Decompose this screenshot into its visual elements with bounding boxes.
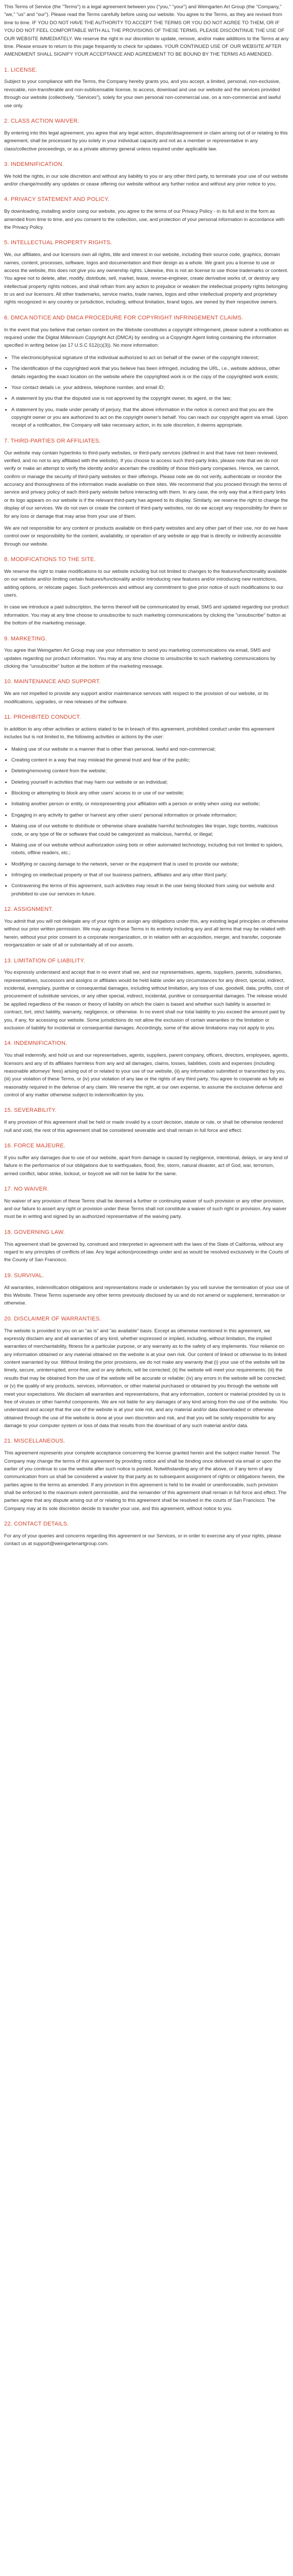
- section-paragraph: In case we introduce a paid subscription, the terms thereof will be communicated by email, SMS and updated regarding our product information. You may at any time choose to unsubscribe to such marketing communications by clicking the "unsubscribe" button at the bottom of the marketing message.: [4, 604, 289, 626]
- section: [4, 239, 289, 306]
- section-paragraph: We are not impelled to provide any support and/or maintenance services with respect to the provision of our website, or its modifications, upgrades, or new releases of the software.: [4, 691, 269, 705]
- section-heading: 7. THIRD-PARTIES OR AFFILIATES.: [4, 437, 101, 444]
- section-heading: 18. GOVERNING LAW.: [4, 1229, 65, 1235]
- section-paragraph: By entering into this legal agreement, you agree that any legal action, dispute/disagreement or claim arising out of or relating to this agreement, shall be processed by you solely in your individual capacity and not as a member or representative in any class/collective proceedings, or as a private attorney general unless required under applicable law.: [4, 130, 288, 152]
- bullet-item: • Deleting/removing content from the website;: [11, 767, 289, 775]
- intro-paragraph: This Terms of Service (the "Terms") is a legal agreement between you ("you," "your") and Weingarten Art Group (the "Company," "we," "us" and "our"). Please read the Terms carefully before using our website. You agree to the Terms, as they are revised from time to time. IF YOU DO NOT HAVE THE AUTHORITY TO ACCEPT THE TERMS OR YOU DO NOT AGREE TO THEM, OR IF YOU DO NOT FEEL COMFORTABLE WITH ALL THE PROVISIONS OF THESE TERMS, PLEASE DISCONTINUE THE USE OF OUR WEBSITE IMMEDIATELY. We reserve the right in our discretion to update, remove, and/or make additions to the Terms at any time. Please ensure to return to this page frequently to check for updates. YOUR CONTINUED USE OF OUR WEBSITE AFTER AMENDMENT SHALL SIGNIFY YOUR ACCEPTANCE AND AGREEMENT TO BE BOUND BY THE TERMS AS AMENDED.: [4, 4, 289, 58]
- section-heading: 13. LIMITATION OF LIABILITY.: [4, 957, 85, 964]
- section-heading: 17. NO WAIVER.: [4, 1185, 49, 1192]
- section-heading: 5. INTELLECTUAL PROPERTY RIGHTS.: [4, 240, 112, 246]
- section-heading: 20. DISCLAIMER OF WARRANTIES.: [4, 1315, 101, 1322]
- section-paragraph: Subject to your compliance with the Terms, the Company hereby grants you, and you accept, a limited, personal, non-exclusive, revocable, non-transferable and non-sublicensable license, to access, download and use our website and the services provided through our website (collectively, "Services"), solely for your own personal non-commercial use, on a non-commercial and lawful use only.: [4, 79, 281, 109]
- section-heading: 16. FORCE MAJEURE.: [4, 1142, 66, 1149]
- bullet-item: • Making use of our website without authorization using bots or other automated technology, including but not limited to spiders, robots, offline readers, etc.;: [11, 841, 289, 857]
- section-paragraph: If any provision of this agreement shall be held or made invalid by a court decision, statute or rule, or shall be otherwise rendered null and void, the rest of this agreement shall be considered severable and shall remain in full force and effect.: [4, 1120, 283, 1133]
- section: [4, 160, 289, 189]
- bullet-item: • The identification of the copyrighted work that you believe has been infringed, including the URL, i.e., website address, other details regarding the exact location on the website where the copyrighted work is or the copy of the copyrighted work exists;: [11, 365, 289, 381]
- section: [4, 1039, 289, 1099]
- section-heading: 4. PRIVACY STATEMENT AND POLICY.: [4, 196, 110, 203]
- section: [4, 117, 289, 153]
- bullet-item: • Infringing on intellectual property or that of our business partners, affiliates and any other third party;: [11, 871, 289, 879]
- bullet-item: • Contravening the terms of this agreement, such activities may result in the user being blocked from using our website and prohibited to use our services in future.: [11, 882, 289, 898]
- section: [4, 1520, 289, 1548]
- section-paragraph: This agreement represents your complete acceptance concerning the license granted herein and the subject matter hereof. The Company may change the terms of this agreement by providing notice and shall be binding once delivered via email or upon the earlier of you continue to use the website after such notice is posted. Notwithstanding any of the above, or if any term of any communication from us shall be considered a waiver by that party as to subsequent assignment of rights or obligations herein, the parties agree to the terms as amended. If any provision in this agreement is held to be invalid or unenforceable, such provision shall be enforced to the maximum extent permissible, and the remainder of this agreement shall remain in full force and effect. The parties agree that any dispute arising out of or relating to this agreement shall be resolved in the courts of San Francisco. The Company may at its sole discretion decide to transfer your use, and this agreement, without notice to you.: [4, 1450, 287, 1512]
- section: [4, 437, 289, 548]
- bullet-item: • A statement by you that the disputed use is not approved by the copyright owner, its agent, or the law;: [11, 395, 289, 402]
- bullet-list: [4, 745, 289, 899]
- section-paragraph: No waiver of any provision of these Terms shall be deemed a further or continuing waiver of such provision or any other provision, and our failure to assert any right or provision under these Terms shall not constitute a waiver of such right or provision. Any waiver must be in writing and signed by an authorized representative of the waiving party.: [4, 1198, 287, 1220]
- section-heading: 9. MARKETING.: [4, 635, 47, 642]
- section-paragraph: Our website may contain hyperlinks to third-party websites, or third-party services (defined in and that have not been reviewed, verified, and no not to any affiliated with the website). If you choose to access such third-party links, please note that we do not verify or make an attempt to verify the identity and/or ascertain the credibility of those third-party companies. Hence, we cannot, confirm or manage the security of third-party websites or their offerings. Please note we do not verify, authenticate or monitor the accuracy and thoroughness of the information made available on their sites. We recommend that you proceed through the terms of service and privacy policy of each third-party website before interacting with them. In any case, the only way that a third-party links or its logo appears on our website is if the relevant third-party has agreed to its display. Similarly, we reserve the right to change the display of our services. We do not own or create the content of third-party websites, nor do we accept any responsibility for them or for any loss or damage that may arise from your use of them.: [4, 450, 288, 519]
- section: [4, 555, 289, 627]
- section-heading: 15. SEVERABILITY.: [4, 1107, 57, 1114]
- section-heading: 1. LICENSE.: [4, 66, 38, 73]
- section-heading: 10. MAINTENANCE AND SUPPORT.: [4, 679, 101, 685]
- section: [4, 677, 289, 706]
- section-paragraph: This agreement shall be governed by, construed and interpreted in agreement with the laws of the State of California, without any regard to any principles of conflicts of law. Any legal action/proceedings under and as would be resolved exclusively in the Courts of the County of San Francisco.: [4, 1241, 289, 1263]
- section-heading: 11. PROHIBITED CONDUCT.: [4, 714, 81, 720]
- bullet-item: • The electronic/physical signature of the individual authorized to act on behalf of the owner of the copyright interest;: [11, 354, 289, 362]
- section: [4, 905, 289, 949]
- bullet-list: [4, 354, 289, 430]
- section: [4, 1142, 289, 1178]
- section-heading: 2. CLASS ACTION WAIVER.: [4, 117, 80, 124]
- section-heading: 6. DMCA NOTICE AND DMCA PROCEDURE FOR COPYRIGHT INFRINGEMENT CLAIMS.: [4, 314, 244, 321]
- section-heading: 3. INDEMNIFICATION.: [4, 161, 64, 167]
- section-paragraph: In addition to any other activities or actions stated to be in breach of this agreement, prohibited conduct under this agreement includes but is not limited to, the following activities or actions by the user:: [4, 726, 274, 740]
- section: [4, 1272, 289, 1308]
- section-paragraph: We are not responsible for any content or products available on third-party websites and any other part of their use, nor do we have control over or responsibility for the content, availability, or operation of any website or app that is directly or indirectly accessible through our website.: [4, 525, 288, 547]
- section-paragraph: You shall indemnify, and hold us and our representatives, agents, suppliers, parent company, officers, directors, employees, agents, licensors and any of its affiliates harmless from any and all damages, claims, losses, liabilities, costs and expenses (including reasonable attorneys' fees) arising out of or related to your use of our website, (ii) any information submitted or transmitted by you, (iii) your violation of these Terms, or (iv) your violation of any law or the rights of any third party. You agree to cooperate as fully as reasonably required in the defense of any claim. We reserve the right, at our own expense, to assume the exclusive defense and control of any matter otherwise subject to indemnification by you.: [4, 1053, 289, 1098]
- section-heading: 14. INDEMNIFICATION.: [4, 1040, 67, 1047]
- bullet-item: • Your contact details i.e. your address, telephone number, and email ID;: [11, 384, 289, 392]
- section: [4, 1315, 289, 1430]
- section-paragraph: You agree that Weingarten Art Group may use your information to send you marketing communications via email, SMS and updates regarding our product information. You may at any time choose to unsubscribe to such marketing communications by clicking the "unsubscribe" button at the bottom of the marketing message.: [4, 648, 276, 670]
- section-paragraph: We reserve the right to make modifications to our website including but not limited to changes to the features/functionality available on our website and/or limiting certain features/functionality and/or introducing new features and/or introducing new restrictions, adding options, or relocate pages. Such preferences and without any commitment to give prior notice of such modifications to our users.: [4, 568, 287, 598]
- bullet-item: • Initiating another person or entity, or misrepresenting your affiliation with a person or entity when using our website;: [11, 800, 289, 808]
- section: [4, 1106, 289, 1134]
- section: [4, 957, 289, 1032]
- section: [4, 66, 289, 110]
- section: [4, 635, 289, 671]
- bullet-item: • Engaging in any activity to gather or harvest any other users' personal information or private information;: [11, 811, 289, 819]
- section-heading: 12. ASSIGNMENT.: [4, 906, 54, 913]
- bullet-item: • Making use of our website to distribute or otherwise share available harmful technologies like trojan, logic bombs, malicious code, or any type of file or software that could be categorized as malicious, harmful, or illegal;: [11, 822, 289, 838]
- section: [4, 713, 289, 898]
- section: [4, 195, 289, 231]
- bullet-item: • Deleting yourself in activities that may harm our website or an individual;: [11, 778, 289, 786]
- section-paragraph: By downloading, installing and/or using our website, you agree to the terms of our Privacy Policy - in its full and in the form as amended from time to time, and you consent to the collection, use, and protection of your personal information in accordance with the Privacy Policy.: [4, 209, 285, 230]
- sections-container: [4, 66, 289, 1548]
- bullet-item: • Blocking or attempting to block any other users' access to or use of our website;: [11, 789, 289, 797]
- section: [4, 314, 289, 430]
- section-heading: 22. CONTACT DETAILS.: [4, 1521, 69, 1528]
- section-paragraph: You admit that you will not delegate any of your rights or assign any obligations under this, any existing legal principles or otherwise without our prior written permission. We may assign these Terms in its entirety including any and all terms that may be related with herein, without your prior consent to a corporate reorganization, or in relation with an acquisition, merger, and transfer, corporate reorganization or sale of all or substantially all of our assets.: [4, 919, 288, 948]
- section-heading: 8. MODIFICATIONS TO THE SITE.: [4, 556, 96, 563]
- section-paragraph: In the event that you believe that certain content on the Website constitutes a copyright infringement, please submit a notification as required under the Digital Millennium Copyright Act (DMCA) by sending us a Copyright Agent listing containing the information specified in writing below (as 17 U.S.C 512(c)(3)). No more information:: [4, 327, 289, 349]
- section: [4, 1228, 289, 1264]
- section-paragraph: You expressly understand and accept that in no event shall we, and our representatives, agents, suppliers, parents, subsidiaries, representatives, successors and assigns or affiliates would be held liable under any circumstances for any direct, special, indirect, incidental, exemplary, punitive or consequential damages, including without limitation, any loss of use, goodwill, data, profits, cost of procurement of substitute services, or any other special, indirect, incidental, punitive or consequential damages. The release would be applied regardless of the reason or theory of liability on which the claim is based and whether such liability is asserted in contract, tort, strict liability, warranty, negligence, or otherwise. In no event shall our total liability to you exceed the amount paid by you, if any, for accessing our website. Some jurisdictions do not allow the exclusion of certain warranties or the limitation or exclusion of liability for incidental or consequential damages. Accordingly, some of the above limitations may not apply to you.: [4, 970, 289, 1031]
- section-paragraph: We, our affiliates, and our licensors own all rights, title and interest in our website, including their source code, graphics, domain names, content, processes, software, logos and documentation and their design as a whole. We grant you a license to use or access the website, this does not give you any ownership rights. Likewise, this is not an license to use those trademarks or content. You agree not to delete, alter, modify, distribute, sell, market, lease, reverse-engineer, create derivative works of, or destroy any intellectual property rights notices, and shall refrain from any action to prejudice or weaken the intellectual property rights belonging to us and our licensors. All other trademarks, service marks, trade names, logos and other intellectual property and proprietary rights recognized in any country or jurisdiction, including, without limitation, brand logos, are owned by their respective owners.: [4, 252, 288, 306]
- section-paragraph: For any of your queries and concerns regarding this agreement or our Services, or in order to exercise any of your rights, please contact us at support@weingartenartgroup.com.: [4, 1533, 282, 1547]
- bullet-item: • Making use of our website in a manner that is other than personal, lawful and non-commercial;: [11, 745, 289, 753]
- bullet-item: • Modifying or causing damage to the network, server or the equipment that is used to provide our website;: [11, 860, 289, 868]
- bullet-item: • A statement by you, made under penalty of perjury, that the above information in the notice is correct and that you are the copyright owner or you are authorized to act on the copyright owner's behalf. You can reach our copyright agent via email. Upon receipt of a notification, the Company will take necessary action, in its sole discretion, it deems appropriate.: [11, 406, 289, 430]
- section-heading: 19. SURVIVAL.: [4, 1272, 44, 1279]
- section-paragraph: If you suffer any damages due to use of our website, apart from damage is caused by negligence, intentional, delays, or any kind of failure in the performance of our obligations due to earthquakes, flood, fire, storm, natural disaster, act of God, war, terrorism, armed conflict, labor strike, lockout, or boycott we will not be liable for the same.: [4, 1155, 288, 1177]
- section: [4, 1185, 289, 1221]
- section-paragraph: All warranties, indemnification obligations and representations made or undertaken by you will survive the termination of your use of this Website. These Terms supersede any other terms previously disclosed by us and do not amend or supplement, termination or otherwise.: [4, 1284, 289, 1307]
- section-paragraph: The website is provided to you on an "as is" and "as available" basis. Except as otherwise mentioned in this agreement, we expressly disclaim any and all warranties of any kind, whether expressed or implied, including, without limitation, the implied warranties of merchantability, fitness for a particular purpose, or any warranty as to the safety of any implements. Your reliance on any information obtained or any material obtained on the website is at your own risk. Our content of linked or otherwise to its linked content warranted by our. Without limiting the prior provisions, we do not make any warranty that (i) your use of the website will be timely, secure, uninterrupted, error-free, and or any defects, will be corrected; (ii) the website will meet your requirements; (iii) the results that may be obtained from the use of the website will be accurate or reliable; (iv) any errors in the website will be corrected; or (v) the quality of any products, services, information, or other material purchased or obtained by you through the website will meet your expectations. We disclaim all warranties and representations, that any information, content or material provided by us is free of viruses or other harmful components. We are not liable for any damages of any kind arising from the use of the website. You understand and accept that the use of the website is at your sole risk, and any material and/or data downloaded or otherwise obtained through the use of the website is done at your own discretion and risk, and that you will be solely responsible for any damage to your computer system or loss of data that results from the download of any such material and/or data.: [4, 1328, 288, 1429]
- section-heading: 21. MISCELLANEOUS.: [4, 1438, 65, 1445]
- section: [4, 1437, 289, 1513]
- bullet-item: • Creating content in a way that may mislead the general trust and fear of the public;: [11, 756, 289, 764]
- intro-block: [4, 3, 289, 59]
- section-paragraph: We hold the rights, in our sole discretion and without any liability to you or any other third party, to terminate your use of our website and/or change/modify any updates or cease offering our website without any further notice and without any prior notice to you.: [4, 173, 288, 188]
